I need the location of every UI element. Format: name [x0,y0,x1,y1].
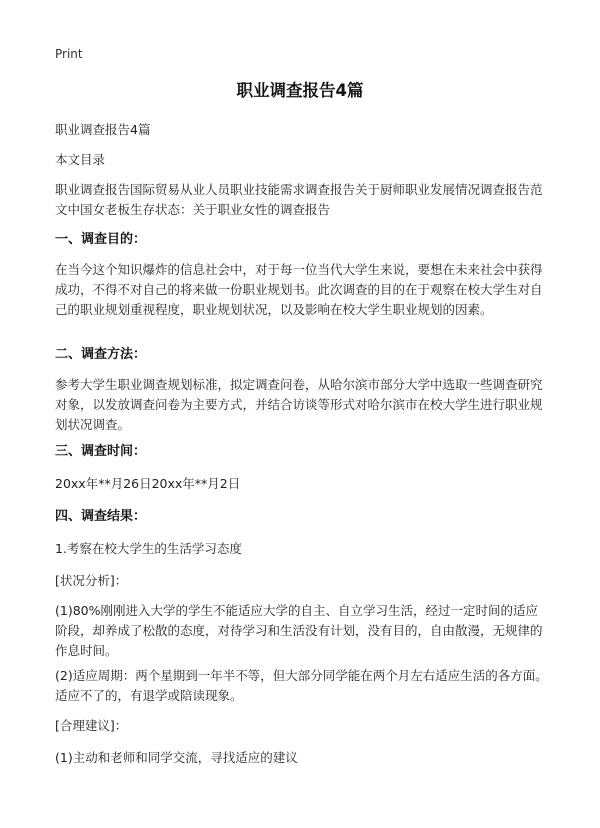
suggestion-label: [合理建议]： [55,718,128,733]
analysis-paragraph-1: (1)80%刚刚进入大学的学生不能适应大学的自主、自立学习生活，经过一定时间的适应阶段，却养成了松散的态度，对待学习和生活没有计划，没有目的，自由散漫，无规律的作息时间。 [55,603,543,658]
toc-heading: 本文目录 [55,152,106,167]
analysis-paragraph-2: (2)适应周期：两个星期到一年半不等，但大部分同学能在两个月左右适应生活的各方面。适应不了的，有退学或陪读现象。 [55,668,548,703]
section-heading-results: 四、调查结果： [55,509,147,524]
section-text-method: 参考大学生职业调查规划标准，拟定调查问卷，从哈尔滨市部分大学中选取一些调查研究对象，以发放调查问卷为主要方式，并结合访谈等形式对哈尔滨市在校大学生进行职业规划状况调查。 [55,377,543,432]
section-heading-purpose: 一、调查目的： [55,232,147,247]
document-subtitle: 职业调查报告4篇 [55,122,151,137]
section-heading-time: 三、调查时间： [55,444,147,459]
document-title: 职业调查报告4篇 [236,81,364,100]
result-item-1: 1.考察在校大学生的生活学习态度 [55,541,242,556]
print-label[interactable]: Print [55,47,83,61]
section-text-purpose: 在当今这个知识爆炸的信息社会中，对于每一位当代大学生来说，要想在未来社会中获得成功，不得不对自己的将来做一份职业规划书。此次调查的目的在于观察在校大学生对自己的职业规划重视程度，职业规划状况，以及影响在校大学生职业规划的因素。 [55,262,543,317]
toc-text: 职业调查报告国际贸易从业人员职业技能需求调查报告关于厨师职业发展情况调查报告范文中国女老板生存状态：关于职业女性的调查报告 [55,182,543,217]
analysis-label: [状况分析]： [55,573,128,588]
section-heading-method: 二、调查方法： [55,347,147,362]
section-text-time: 20xx年**月26日20xx年**月2日 [55,476,241,491]
suggestion-paragraph-1: (1)主动和老师和同学交流，寻找适应的建议 [55,750,298,765]
